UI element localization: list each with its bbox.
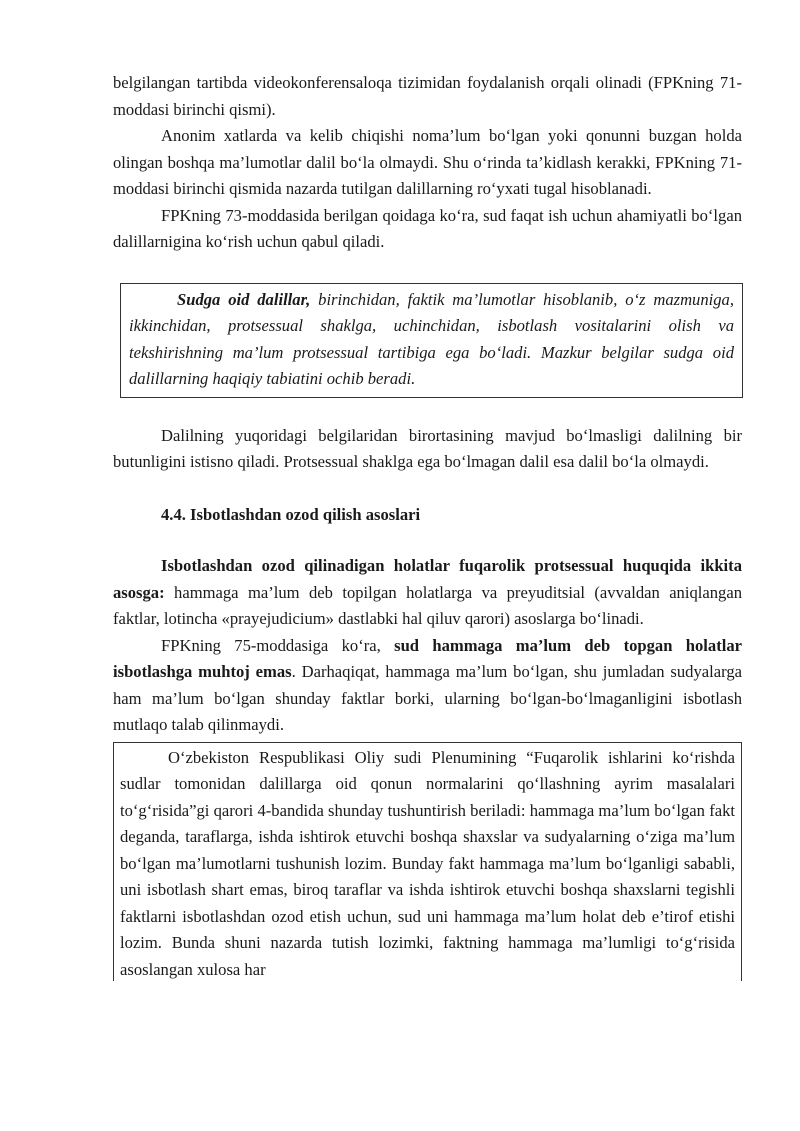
paragraph-2: Anonim xatlarda va kelib chiqishi noma’lum bo‘lgan yoki qonunni buzgan holda olingan boshqa ma’lumotlar dalil bo‘la olmaydi. Shu o‘rinda ta’kidlash kerakki, FPKning 71-moddasi birinchi qismida nazarda tutilgan dalillarning ro‘yxati tugal hisoblanadi. <box>113 126 742 198</box>
plenum-quote-text: O‘zbekiston Respublikasi Oliy sudi Plenumining “Fuqarolik ishlarini ko‘rishda sudlar tomonidan dalillarga oid qonun normalarini qo‘llashning ayrim masalalari to‘g‘risida”gi qarori 4-bandida shunday tushuntirish beriladi: hammaga ma’lum bo‘lgan fakt deganda, taraflarga, ishda ishtirok etuvchi boshqa shaxslar va sudyalarning o‘ziga ma’lum bo‘lgan ma’lumotlarni tushunish lozim. Bunday fakt hammaga ma’lum bo‘lganligi sababli, uni isbotlash shart emas, biroq taraflar va ishda ishtirok etuvchi boshqa shaxslarni tegishli faktlarni isbotlashdan ozod etish uchun, sud uni hammaga ma’lum holat deb e’tirof etishi lozim. Bunda shuni nazarda tutish lozimki, faktning hammaga ma’lumligi to‘g‘risida asoslangan xulosa har <box>120 747 735 979</box>
paragraph-6-body: . Darhaqiqat, hammaga ma’lum bo‘lgan, shu jumladan sudyalarga ham ma’lum bo‘lgan shunday faktlar borki, ularning bo‘lgan-bo‘lmaganligini isbotlash mutlaqo talab qilinmaydi. <box>113 662 742 734</box>
paragraph-6-lead: FPKning 75-moddasiga ko‘ra, <box>161 635 395 655</box>
paragraph-5-body: hammaga ma’lum deb topilgan holatlarga va preyuditsial (avvaldan aniqlangan faktlar, lotincha «prayejudicium» dastlabki hal qiluv qarori) asoslarga bo‘linadi. <box>113 582 742 628</box>
paragraph-5-bold: Isbotlashdan ozod qilinadigan holatlar fuqarolik protsessual huquqida ikkita asosga: <box>113 556 742 602</box>
definition-body: birinchidan, faktik ma’lumotlar hisoblanib, o‘z mazmuniga, ikkinchidan, protsessual shaklga, uchinchidan, isbotlash vositalarini olish va tekshirishning ma’lum protsessual tartibiga ega bo‘ladi. Mazkur belgilar sudga oid dalillarning haqiqiy tabiatini ochib beradi. <box>129 289 735 388</box>
plenum-quote-box <box>113 742 742 981</box>
paragraph-6 <box>113 633 742 739</box>
definition-term: Sudga oid dalillar, <box>177 289 311 309</box>
paragraph-3: FPKning 73-moddasida berilgan qoidaga ko‘ra, sud faqat ish uchun ahamiyatli bo‘lgan dalillarnigina ko‘rish uchun qabul qiladi. <box>113 205 742 251</box>
paragraph-4: Dalilning yuqoridagi belgilaridan birortasining mavjud bo‘lmasligi dalilning bir butunligini istisno qiladi. Protsessual shaklga ega bo‘lmagan dalil esa dalil bo‘la olmaydi. <box>113 425 742 471</box>
section-heading: 4.4. Isbotlashdan ozod qilish asoslari <box>161 504 421 524</box>
paragraph-5 <box>113 553 742 633</box>
document-page <box>113 70 742 981</box>
paragraph-1: belgilangan tartibda videokonferensaloqa tizimidan foydalanish orqali olinadi (FPKning 71-moddasi birinchi qismi). <box>113 73 742 119</box>
definition-text <box>129 287 734 393</box>
definition-box <box>120 283 743 398</box>
paragraph-6-bold: sud hammaga ma’lum deb topgan holatlar isbotlashga muhtoj emas <box>113 635 743 681</box>
